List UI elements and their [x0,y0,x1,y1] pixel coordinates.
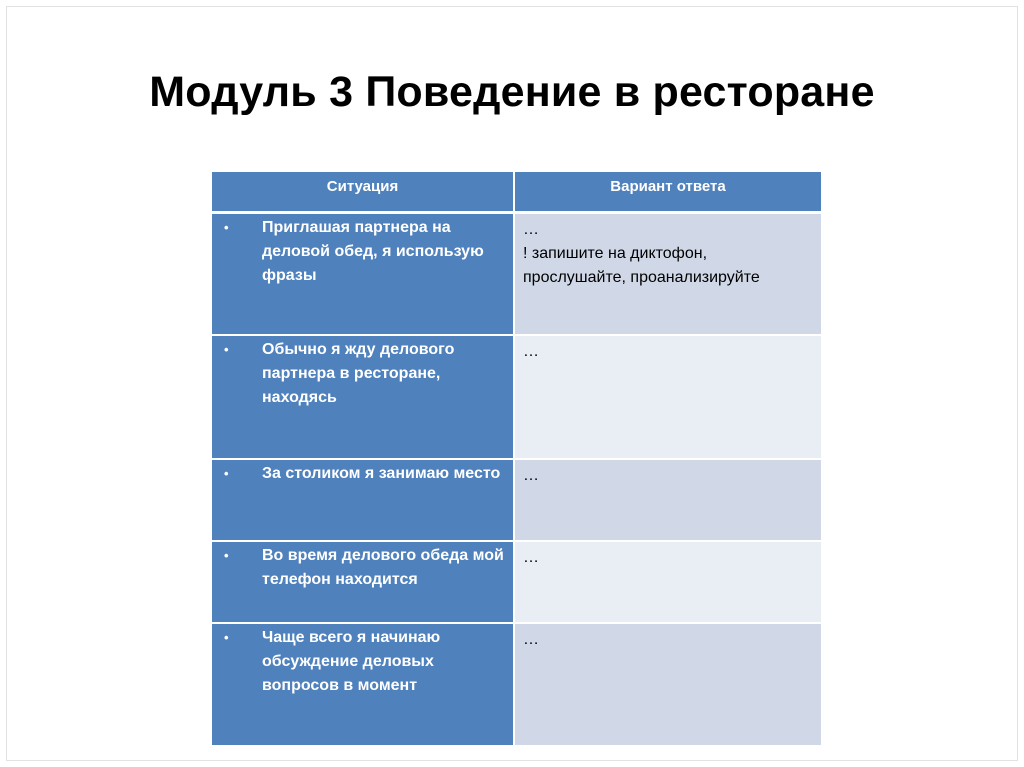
answer-cell[interactable] [514,623,821,746]
header-answer: Вариант ответа [514,172,821,212]
slide-title: Модуль 3 Поведение в ресторане [149,68,875,116]
answer-cell[interactable] [514,459,821,541]
situation-cell [212,541,514,623]
table-row [212,623,821,746]
answer-line: … [523,549,539,566]
answer-line: … [523,220,539,238]
answer-line: ! запишите на диктофон, [523,244,708,262]
answer-cell[interactable] [514,541,821,623]
situation-cell [212,335,514,459]
situation-text: За столиком я занимаю место [262,465,501,482]
situation-cell [212,212,514,335]
bullet-icon: • [224,548,229,563]
table-row [212,459,821,541]
table-row [212,335,821,459]
situation-text: Обычно я жду делового партнера в ресторане, находясь [262,341,455,406]
answer-line: прослушайте, проанализируйте [523,268,760,286]
table-header-row [212,172,821,212]
answer-cell[interactable] [514,212,821,335]
bullet-icon: • [224,466,229,481]
situation-cell [212,459,514,541]
situation-cell [212,623,514,746]
answer-cell[interactable] [514,335,821,459]
situation-text: Чаще всего я начинаю обсуждение деловых вопросов в момент [262,629,441,694]
situation-text: Приглашая партнера на деловой обед, я использую фразы [262,218,484,284]
header-situation: Ситуация [212,172,514,212]
bullet-icon: • [224,219,229,235]
bullet-icon: • [224,630,229,645]
bullet-icon: • [224,342,229,357]
answer-line: … [523,343,539,360]
situation-text: Во время делового обеда мой телефон находится [262,547,504,588]
situation-table [212,172,821,747]
table-row [212,541,821,623]
answer-line: … [523,467,539,484]
answer-line: … [523,631,539,648]
table-row [212,212,821,335]
